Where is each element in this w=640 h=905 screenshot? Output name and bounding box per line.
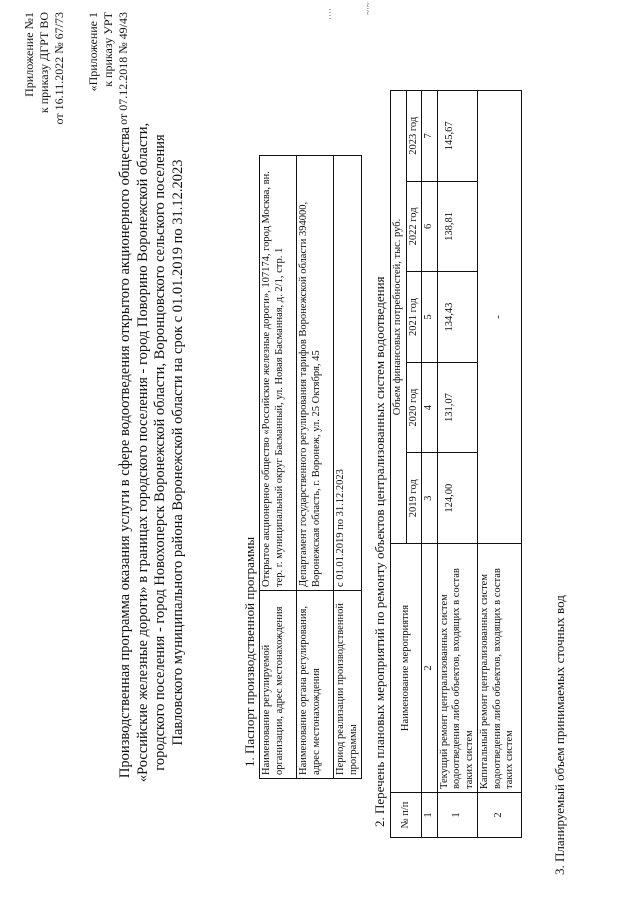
table-row	[422, 91, 438, 838]
col-header-year: 2020 год	[406, 362, 422, 453]
document-title	[117, 0, 187, 905]
title-line: городского поселения - город Новохоперск Воронежской области, Воронцовского сельского поселения	[152, 134, 168, 771]
table-row	[297, 156, 334, 779]
col-header-year: 2019 год	[406, 453, 422, 544]
table-cell: 2	[422, 544, 438, 793]
plan-table	[390, 90, 522, 838]
table-cell: 2	[478, 793, 522, 838]
appendix-line: от 07.12.2018 № 49/43	[116, 12, 130, 125]
table-cell: 131,07	[437, 362, 478, 453]
table-cell-value: с 01.01.2019 по 31.12.2023	[334, 156, 362, 591]
table-cell: 1	[422, 793, 438, 838]
col-header-year: 2022 год	[406, 181, 422, 272]
appendix-line: «Приложение 1	[86, 12, 100, 92]
table-cell: 145,67	[437, 91, 478, 182]
table-cell: 1	[437, 793, 478, 838]
section-heading-1: 1. Паспорт производственной программы	[242, 536, 257, 767]
title-line: Производственная программа оказания услуги в сфере водоотведения открытого акционерного общества	[117, 126, 133, 779]
col-header-num: № п/п	[391, 793, 422, 838]
col-header-year: 2023 год	[406, 91, 422, 182]
section-heading-2: 2. Перечень плановых мероприятий по ремонту объектов централизованных систем водоотведения	[372, 276, 387, 827]
table-cell-value: Департамент государственного регулирования тарифов Воронежской области 394000, Воронежская область, г. Воронеж, ул. 25 Октября, 45	[297, 156, 334, 591]
table-row	[260, 156, 297, 779]
scan-artifact: ~·~	[363, 2, 373, 15]
table-cell-value: Открытое акционерное общество «Российские железные дороги», 107174, город Москва, вн. тер. г. муниципальный округ Басманный, ул. Новая Басманная, д. 2/1, стр. 1	[260, 156, 297, 591]
appendix-line: к приказу ДГРТ ВО	[37, 12, 51, 114]
table-row	[478, 91, 522, 838]
table-row	[437, 91, 478, 838]
appendix-block	[22, 12, 67, 124]
table-cell: 3	[422, 453, 438, 544]
passport-table	[259, 155, 362, 779]
table-cell-label: Период реализации производственной программы	[334, 591, 362, 779]
table-cell-label: Наименование регулируемой организации, адрес местонахождения	[260, 591, 297, 779]
col-header-name: Наименование мероприятия	[391, 544, 422, 793]
title-line: «Российские железные дороги» в границах городского поселения - город Поворино Воронежской области,	[134, 122, 151, 783]
title-line: Павловского муниципального района Воронежской области на срок с 01.01.2019 по 31.12.2023	[169, 159, 186, 746]
table-cell: 7	[422, 91, 438, 182]
table-cell: 5	[422, 272, 438, 363]
table-cell: 6	[422, 181, 438, 272]
appendix-line: от 16.11.2022 № 67/73	[52, 12, 66, 125]
appendix-line: к приказу УРТ	[101, 12, 115, 87]
col-header-year: 2021 год	[406, 272, 422, 363]
table-header-row	[391, 91, 407, 838]
table-cell: 4	[422, 362, 438, 453]
scan-artifact: ····	[325, 8, 335, 20]
table-cell: 134,43	[437, 272, 478, 363]
section-heading-3: 3. Планируемый объем принимаемых сточных вод	[552, 595, 567, 875]
table-row	[334, 156, 362, 779]
table-cell: 138,81	[437, 181, 478, 272]
table-cell: Капитальный ремонт централизованных систем водоотведения либо объектов, входящих в состав таких систем	[478, 544, 522, 793]
appendix-line: Приложение №1	[22, 12, 36, 97]
table-cell-label: Наименование органа регулирования, адрес местонахождения	[297, 591, 334, 779]
table-cell: Текущий ремонт централизованных систем водоотведения либо объектов, входящих в состав таких систем	[437, 544, 478, 793]
table-cell: 124,00	[437, 453, 478, 544]
table-cell: -	[478, 91, 522, 544]
col-header-volume: Объем финансовых потребностей, тыс. руб.	[391, 91, 407, 544]
